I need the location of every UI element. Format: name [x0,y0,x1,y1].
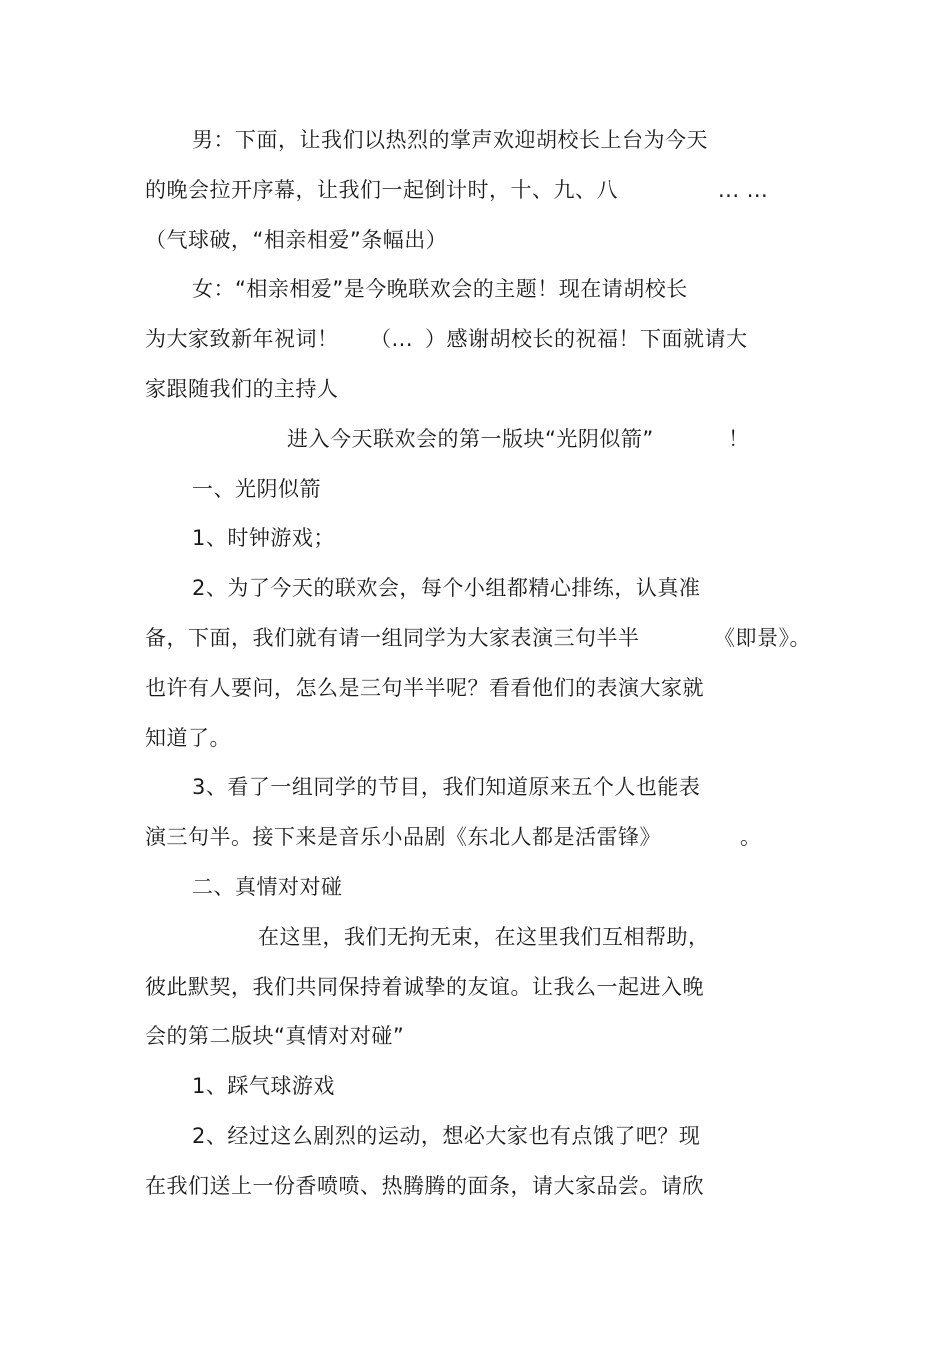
text-line: ... ... [718,178,769,202]
text-line: 在这里，我们无拘无束，在这里我们互相帮助， [258,925,710,949]
section-heading: 一、光阴似箭 [192,477,321,501]
text-line: 备，下面，我们就有请一组同学为大家表演三句半半 [145,626,640,650]
text-line: 《即景》。 [714,626,811,650]
text-line: 的晚会拉开序幕，让我们一起倒计时，十、九、八 [145,178,618,202]
text-line: （... [370,327,414,351]
text-line: 演三句半。接下来是音乐小品剧《东北人都是活雷锋》 [145,825,661,849]
section-heading: 二、真情对对碰 [192,875,343,899]
text-line: 2、经过这么剧烈的运动，想必大家也有点饿了吧？现 [192,1124,701,1148]
text-line: 彼此默契，我们共同保持着诚挚的友谊。让我么一起进入晚 [145,975,704,999]
text-line: 女：“相亲相爱”是今晚联欢会的主题！现在请胡校长 [192,277,688,301]
text-line: 2、为了今天的联欢会，每个小组都精心排练，认真准 [192,576,701,600]
text-line: ）感谢胡校长的祝福！下面就请大 [425,327,748,351]
text-line: （气球破，“相亲相爱”条幅出） [145,228,448,252]
text-line: ！ [728,427,750,451]
text-line: 进入今天联欢会的第一版块“光阴似箭” [287,427,654,451]
text-line: 知道了。 [145,726,231,750]
text-line: 1、踩气球游戏 [192,1074,335,1098]
text-line: 在我们送上一份香喷喷、热腾腾的面条，请大家品尝。请欣 [145,1174,704,1198]
text-line: 3、看了一组同学的节目，我们知道原来五个人也能表 [192,775,701,799]
text-line: 1、时钟游戏； [192,526,335,550]
text-line: 也许有人要问，怎么是三句半半呢？看看他们的表演大家就 [145,676,704,700]
text-line: 为大家致新年祝词！ [145,327,339,351]
text-line: 男：下面，让我们以热烈的掌声欢迎胡校长上台为今天 [192,128,708,152]
text-line: 会的第二版块“真情对对碰” [145,1024,405,1048]
text-line: 家跟随我们的主持人 [145,377,339,401]
text-line: 。 [740,825,762,849]
